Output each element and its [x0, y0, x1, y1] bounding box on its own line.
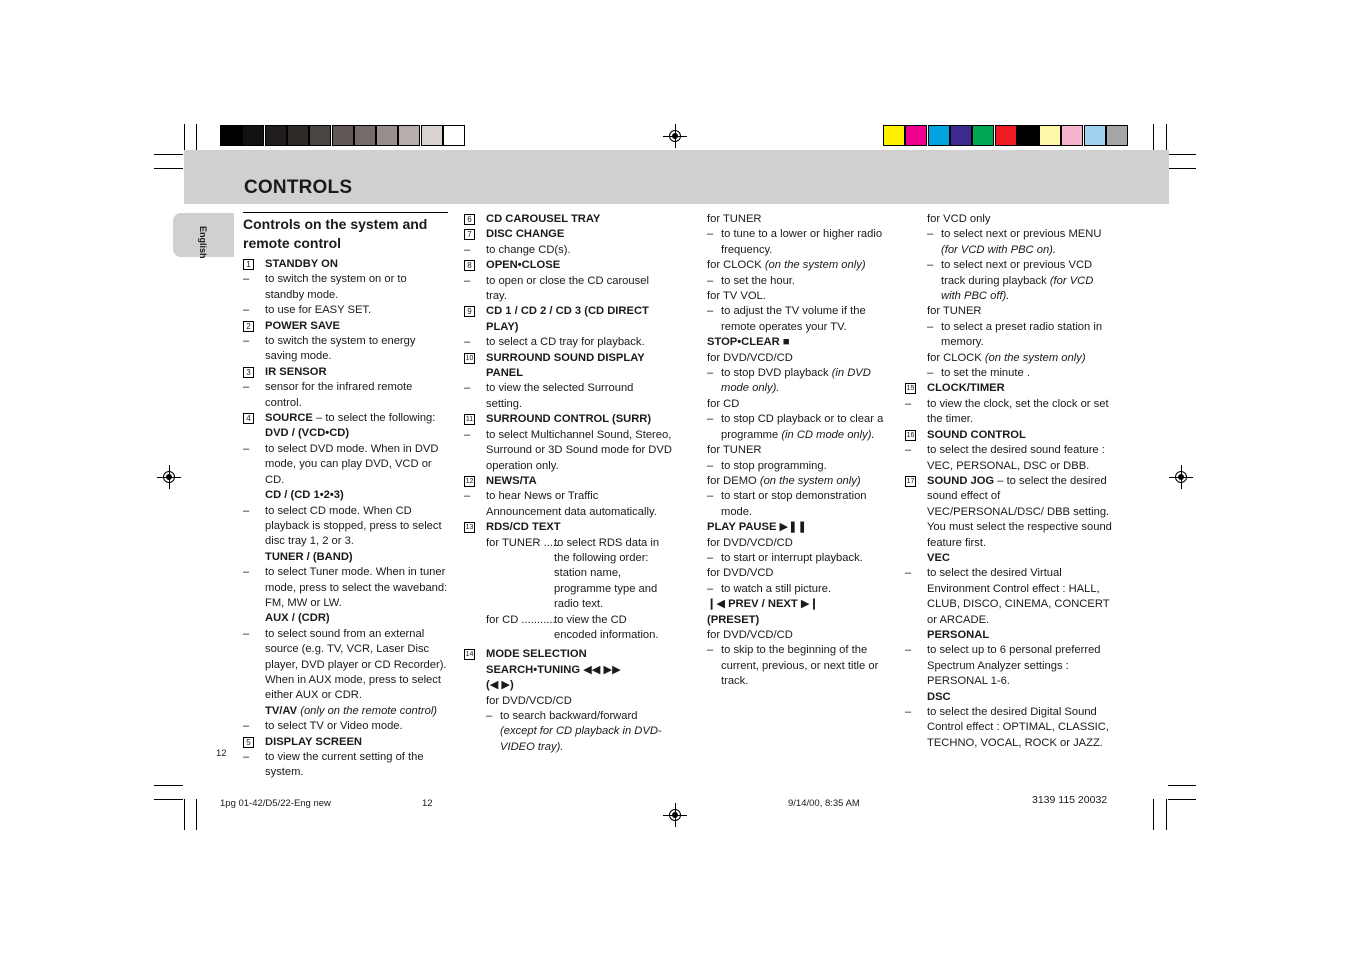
sub-item-title: VEC	[927, 551, 951, 564]
item-number: 6	[464, 214, 475, 225]
crop-mark	[1168, 154, 1196, 155]
control-item: 11 SURROUND CONTROL (SURR)	[465, 413, 652, 426]
item-description: – to stop CD playback or to clear a programme (in CD mode only).	[707, 412, 897, 443]
control-item: 16 SOUND CONTROL	[906, 428, 1026, 441]
item-description: – to watch a still picture.	[707, 582, 897, 597]
control-item: 4 SOURCE – to select the following:	[243, 411, 448, 426]
sub-item-title: TV/AV (only on the remote control)	[265, 704, 438, 717]
item-description: – to tune to a lower or higher radio frequency.	[707, 227, 897, 258]
sub-item-label: for DVD/VCD/CD	[707, 351, 793, 364]
color-swatch	[220, 125, 242, 146]
item-number: 8	[464, 260, 475, 271]
control-item: 3 IR SENSOR	[243, 365, 448, 380]
item-description: – to set the minute .	[927, 366, 1113, 381]
item-description: – to select Multichannel Sound, Stereo, Surround or 3D Sound mode for DVD operation only.	[464, 428, 672, 474]
item-description: – to stop DVD playback (in DVD mode only).	[707, 366, 897, 397]
sub-item-label: for CLOCK (on the system only)	[927, 351, 1086, 364]
crop-mark	[1168, 168, 1196, 169]
item-number: 11	[465, 416, 474, 424]
control-item: 15 CLOCK/TIMER	[906, 382, 1005, 395]
sub-item-title: (◀ ▶)	[486, 679, 514, 692]
sub-item-title: SEARCH•TUNING ◀◀ ▶▶	[486, 663, 621, 676]
item-number: 3	[243, 367, 254, 378]
sub-item-title: STOP•CLEAR ■	[707, 336, 790, 349]
item-description: for TUNER ..... to select RDS data in the following order: station name, programme type and radio text.	[486, 536, 660, 611]
crop-mark	[154, 168, 183, 169]
item-description: – to select CD mode. When CD playback is stopped, press to select disc tray 1, 2 or 3.	[243, 504, 448, 550]
crop-mark	[1153, 799, 1154, 830]
color-swatch	[972, 125, 994, 146]
sub-item-label: for DVD/VCD/CD	[707, 536, 793, 549]
crop-mark	[1166, 799, 1167, 830]
control-item: 8 OPEN•CLOSE	[464, 258, 672, 273]
item-description: – to view the clock, set the clock or set the timer.	[905, 397, 1113, 428]
control-item: 14 MODE SELECTION	[465, 648, 587, 661]
sub-item-title: CD / (CD 1•2•3)	[265, 489, 344, 502]
color-swatch	[1061, 125, 1083, 146]
section-subtitle: Controls on the system and remote control	[243, 212, 448, 253]
sub-item-title: TUNER / (BAND)	[265, 550, 353, 563]
item-description: – to use for EASY SET.	[243, 303, 448, 318]
item-number: 10	[465, 354, 474, 362]
sub-item-title: ❙◀ PREV / NEXT ▶❙	[707, 598, 819, 611]
color-swatch	[443, 125, 465, 146]
item-description: – to skip to the beginning of the current, previous, or next title or track.	[707, 643, 897, 689]
crop-mark	[154, 799, 183, 800]
control-item: 5 DISPLAY SCREEN	[243, 735, 448, 750]
sub-item-label: for DVD/VCD/CD	[486, 694, 572, 707]
item-description: – sensor for the infrared remote control.	[243, 380, 448, 411]
sub-item-label: for TUNER	[707, 213, 762, 225]
color-swatch	[950, 125, 972, 146]
sub-item-title: PLAY PAUSE ▶❚❚	[707, 521, 807, 534]
crop-mark	[1168, 785, 1196, 786]
sub-item-label: for TUNER	[707, 444, 762, 457]
column-4	[905, 212, 1113, 751]
crop-mark	[1168, 799, 1196, 800]
item-number: 2	[243, 321, 254, 332]
item-number: 9	[464, 306, 475, 317]
color-swatch	[354, 125, 376, 146]
language-tab-label: English	[198, 226, 208, 259]
item-description: for CD ........... to view the CD encoded information.	[486, 613, 659, 641]
color-swatch	[995, 125, 1017, 146]
sub-item-label: for VCD only	[927, 213, 991, 225]
footer-date: 9/14/00, 8:35 AM	[788, 798, 860, 809]
control-item: 7 DISC CHANGE	[464, 227, 672, 242]
sub-item-title: (PRESET)	[707, 613, 760, 626]
item-number: 5	[243, 737, 254, 748]
color-swatch	[883, 125, 905, 146]
sub-item-label: for TV VOL.	[707, 290, 766, 303]
item-description: – to view the current setting of the system.	[243, 750, 448, 781]
item-description: – to select Tuner mode. When in tuner mode, press to select the waveband: FM, MW or LW.	[243, 565, 448, 611]
color-swatch	[242, 125, 264, 146]
item-description: – to set the hour.	[707, 274, 897, 289]
item-description: – to change CD(s).	[464, 243, 672, 258]
registration-mark-icon	[161, 469, 177, 485]
item-description: – to select next or previous VCD track during playback (for VCD with PBC off).	[927, 258, 1113, 304]
sub-item-label: for TUNER	[927, 305, 982, 318]
color-swatch	[1017, 125, 1039, 146]
color-swatch	[1106, 125, 1128, 146]
page-number: 12	[216, 748, 227, 759]
crop-mark	[184, 799, 185, 830]
color-swatch	[421, 125, 443, 146]
crop-mark	[196, 799, 197, 830]
sub-item-label: for CD	[707, 397, 740, 410]
color-swatch	[309, 125, 331, 146]
color-swatch	[287, 125, 309, 146]
item-description: – to view the selected Surround setting.	[464, 381, 672, 412]
crop-mark	[154, 154, 183, 155]
registration-mark-icon	[667, 807, 683, 823]
control-item: 2 POWER SAVE	[243, 319, 448, 334]
sub-item-title: AUX / (CDR)	[265, 612, 330, 625]
sub-item-title: DVD / (VCD•CD)	[265, 427, 350, 440]
item-description: – to search backward/forward (except for CD playback in DVD-VIDEO tray).	[486, 709, 672, 755]
sub-item-label: for CLOCK (on the system only)	[707, 259, 866, 272]
item-number: 7	[464, 229, 475, 240]
item-description: – to select a CD tray for playback.	[464, 335, 672, 350]
color-swatch	[398, 125, 420, 146]
color-swatch	[928, 125, 950, 146]
control-item: 9 CD 1 / CD 2 / CD 3 (CD DIRECT PLAY)	[464, 304, 672, 335]
footer-code: 3139 115 20032	[1032, 794, 1108, 806]
control-item: 12 NEWS/TA	[465, 474, 537, 487]
item-description: – to hear News or Traffic Announcement data automatically.	[464, 489, 672, 520]
control-item: 1 STANDBY ON	[243, 257, 448, 272]
item-number: 1	[243, 259, 254, 270]
registration-mark-icon	[1173, 469, 1189, 485]
crop-mark	[154, 785, 183, 786]
item-number: 14	[465, 651, 474, 659]
sub-item-label: for DEMO (on the system only)	[707, 474, 861, 487]
sub-item-title: DSC	[927, 690, 951, 703]
item-number: 16	[906, 431, 915, 439]
item-number: 17	[906, 477, 915, 485]
item-description: – to select sound from an external source (e.g. TV, VCR, Laser Disc player, DVD player or CD Recorder). When in AUX mode, press to select either AUX or CDR.	[243, 627, 448, 704]
item-description: – to switch the system on or to standby mode.	[243, 272, 448, 303]
color-swatch	[376, 125, 398, 146]
item-description: – to select the desired sound feature : VEC, PERSONAL, DSC or DBB.	[905, 443, 1113, 474]
item-description: – to select up to 6 personal preferred Spectrum Analyzer settings : PERSONAL 1-6.	[905, 643, 1113, 689]
item-description: – to select the desired Virtual Environment Control effect : HALL, CLUB, DISCO, CINEMA, CONCERT or ARCADE.	[905, 566, 1113, 628]
sub-item-title: PERSONAL	[927, 628, 990, 641]
item-number: 15	[906, 385, 915, 393]
item-description: – to start or interrupt playback.	[707, 551, 897, 566]
color-swatch	[905, 125, 927, 146]
item-description: – to start or stop demonstration mode.	[707, 489, 897, 520]
item-number: 4	[243, 413, 254, 424]
sub-item-label: for DVD/VCD	[707, 567, 774, 580]
control-item: 17 SOUND JOG – to select the desired sound effect of VEC/PERSONAL/DSC/ DBB setting. You must select the respective sound feature first.	[906, 474, 1112, 549]
item-description: – to adjust the TV volume if the remote operates your TV.	[707, 304, 897, 335]
footer-page: 12	[422, 798, 433, 809]
color-swatch	[332, 125, 354, 146]
item-description: – to stop programming.	[707, 459, 897, 474]
item-description: – to select TV or Video mode.	[243, 719, 448, 734]
color-swatch	[1084, 125, 1106, 146]
item-description: – to select a preset radio station in memory.	[927, 320, 1113, 351]
registration-mark-icon	[667, 128, 683, 144]
control-item: 6 CD CAROUSEL TRAY	[464, 212, 672, 227]
sub-item-label: for DVD/VCD/CD	[707, 628, 793, 641]
item-description: – to open or close the CD carousel tray.	[464, 274, 672, 305]
item-number: 12	[465, 477, 474, 485]
item-description: – to switch the system to energy saving mode.	[243, 334, 448, 365]
footer-filename: 1pg 01-42/D5/22-Eng new	[220, 798, 331, 809]
item-number: 13	[465, 524, 474, 532]
color-swatch	[1039, 125, 1061, 146]
control-item: 10 SURROUND SOUND DISPLAY PANEL	[465, 351, 645, 380]
column-1	[243, 212, 448, 781]
page-title: CONTROLS	[244, 177, 353, 198]
color-swatch	[265, 125, 287, 146]
item-description: – to select DVD mode. When in DVD mode, you can play DVD, VCD or CD.	[243, 442, 448, 488]
item-description: – to select the desired Digital Sound Control effect : OPTIMAL, CLASSIC, TECHNO, VOCAL, ROCK or JAZZ.	[905, 705, 1113, 751]
item-description: – to select next or previous MENU (for VCD with PBC on).	[927, 227, 1113, 258]
control-item: 13 RDS/CD TEXT	[465, 521, 561, 534]
column-3	[707, 212, 897, 690]
column-2	[464, 212, 672, 755]
